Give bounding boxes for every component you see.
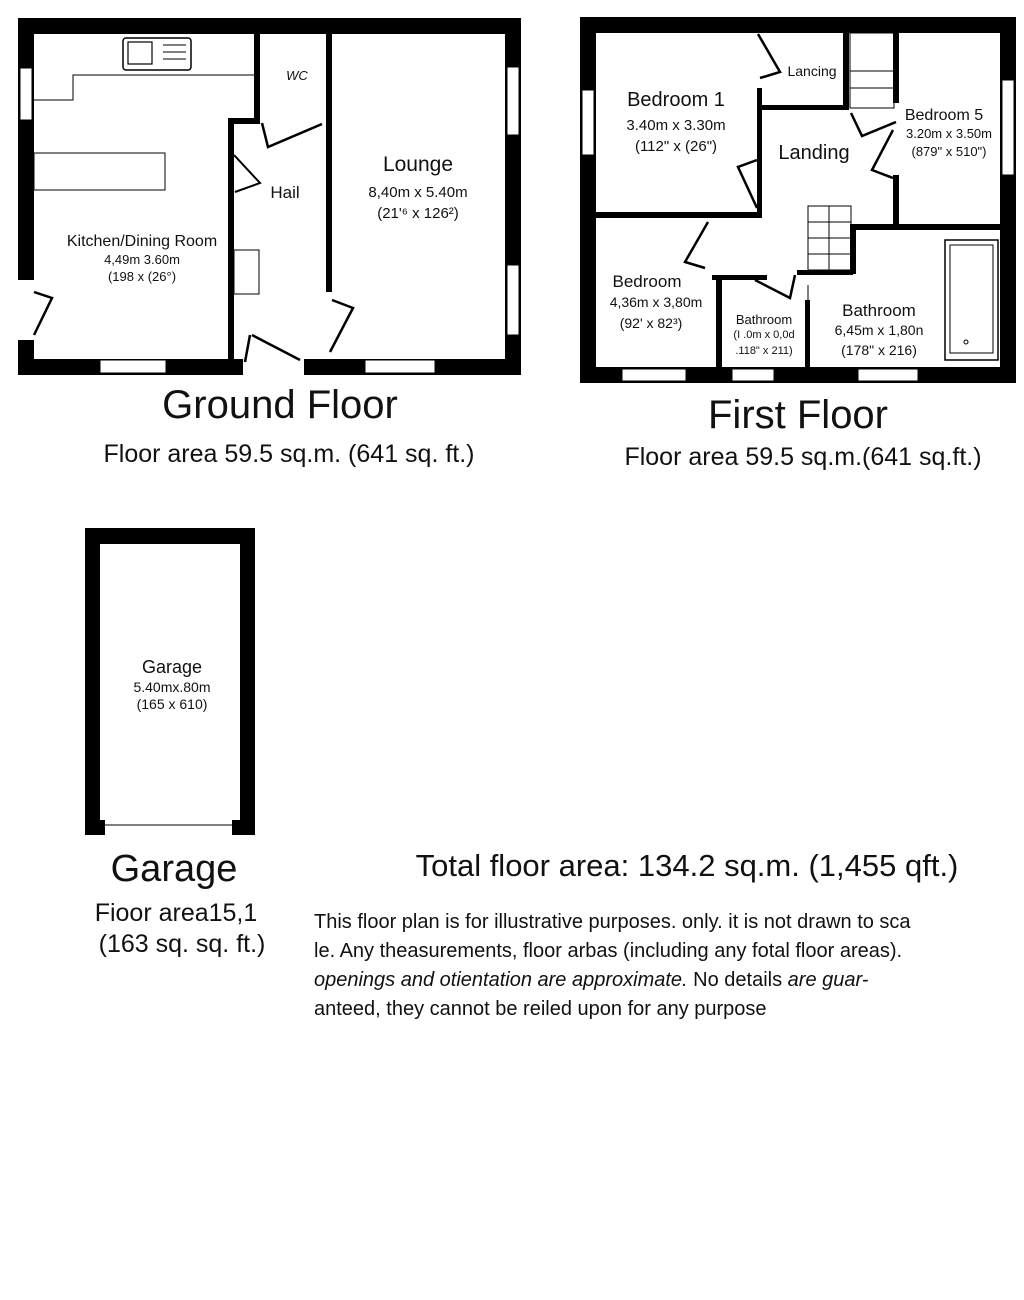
room-dim-bedroom1-imperial: (112" x (26") [634, 138, 718, 155]
room-dim-bathroom: 6,45m x 1,80n [834, 322, 924, 338]
room-dim-bathroom-imperial: (178" x 216) [841, 342, 917, 358]
room-dim-lounge: 8,40m x 5.40m [368, 184, 468, 201]
room-label-hall: Hail [270, 183, 300, 202]
room-dim-bedroom-imperial: (92' x 82³) [619, 315, 683, 331]
room-label-wc: WC [286, 68, 308, 83]
disclaimer-italic: are guar- [787, 969, 869, 991]
room-dim-garage-imperial: (165 x 610) [136, 696, 208, 712]
disclaimer-italic: openings and otientation are approximate. [314, 969, 688, 991]
room-dim-garage: 5.40mx.80m [133, 679, 211, 695]
room-dim-lounge-imperial: (21'⁶ x 126²) [377, 205, 459, 222]
first-floor-area: Floor area 59.5 sq.m.(641 sq.ft.) [624, 443, 982, 471]
room-dim-bedroom: 4,36m x 3,80m [609, 294, 703, 310]
room-label-landing-small: Lancing [787, 63, 837, 79]
disclaimer-line: anteed, they cannot be reiled upon for any purpose [314, 998, 767, 1020]
garage-area-line1: Fioor area15,1 [94, 899, 258, 927]
room-dim-bathroom-small-imperial: .118" x 211) [735, 345, 793, 357]
total-floor-area: Total floor area: 134.2 sq.m. (1,455 qft.) [415, 848, 959, 883]
room-label-bathroom-small: Bathroom [735, 312, 793, 327]
first-floor-title: First Floor [708, 393, 888, 437]
room-dim-bedroom1: 3.40m x 3.30m [626, 117, 726, 134]
disclaimer-line: This floor plan is for illustrative purposes. only. it is not drawn to sca [314, 911, 911, 933]
room-dim-bathroom-small: (I .0m x 0,0d [733, 329, 795, 341]
room-dim-bedroom5: 3.20m x 3.50m [906, 126, 992, 141]
room-label-bedroom5: Bedroom 5 [904, 107, 984, 124]
disclaimer-line [314, 966, 994, 995]
disclaimer [314, 908, 994, 1024]
ground-floor-plan [18, 18, 521, 468]
sink-icon [123, 38, 191, 70]
room-label-lounge: Lounge [382, 153, 454, 176]
room-label-landing: Landing [778, 142, 850, 164]
garage-title: Garage [110, 848, 238, 890]
room-dim-bedroom5-imperial: (879" x 510") [911, 144, 987, 159]
disclaimer-line: le. Any theasurements, floor arbas (including any fotal floor areas). [314, 940, 903, 962]
room-label-garage: Garage [141, 657, 203, 677]
room-dim-kitchen: 4,49m 3.60m [104, 252, 180, 267]
bathtub [945, 240, 998, 360]
disclaimer-text: No details [687, 969, 788, 991]
first-floor-plan [580, 17, 1016, 471]
room-dim-kitchen-imperial: (198 x (26°) [107, 269, 177, 284]
garage-area-line2: (163 sq. sq. ft.) [98, 930, 266, 958]
ground-floor-area: Floor area 59.5 sq.m. (641 sq. ft.) [103, 440, 475, 468]
room-label-bedroom1: Bedroom 1 [627, 89, 725, 111]
ground-floor-title: Ground Floor [162, 383, 398, 427]
room-label-kitchen: Kitchen/Dining Room [66, 233, 218, 250]
garage-plan [85, 528, 265, 958]
room-label-bathroom: Bathroom [842, 301, 916, 320]
room-label-bedroom: Bedroom [612, 272, 682, 291]
